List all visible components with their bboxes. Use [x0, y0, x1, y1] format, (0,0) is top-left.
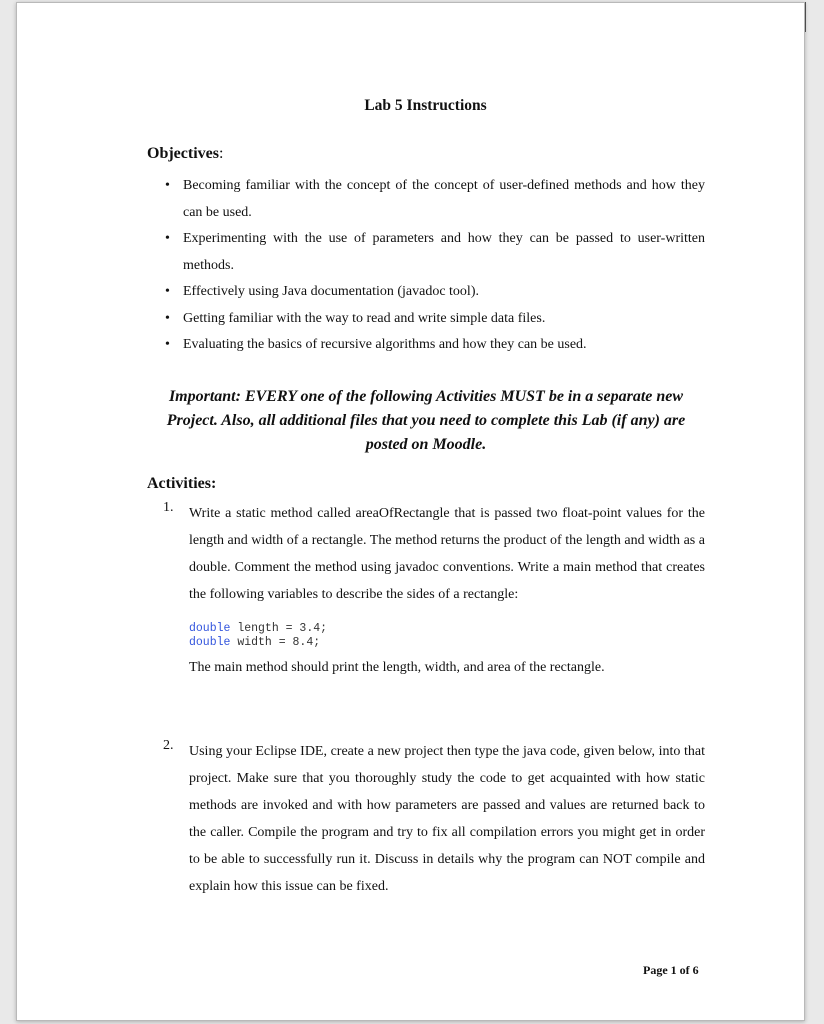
objectives-heading-text: Objectives [147, 145, 219, 162]
objective-item [164, 332, 705, 359]
objective-text: Effectively using Java documentation (javadoc tool). [183, 284, 479, 299]
code-line [189, 636, 705, 650]
code-rest: width = 8.4; [230, 636, 321, 649]
objectives-list [164, 173, 705, 359]
activity-number: 2. [163, 738, 174, 753]
page-number: Page 1 of 6 [643, 963, 699, 977]
activity-number: 1. [163, 500, 174, 515]
objective-text: Getting familiar with the way to read and write simple data files. [183, 310, 546, 326]
objective-text: Becoming familiar with the concept of the concept of user-defined methods and how they can be used. [183, 178, 705, 220]
code-line [189, 622, 705, 636]
objective-item [164, 173, 705, 226]
bullet-icon: • [165, 178, 170, 193]
code-keyword: double [189, 636, 231, 649]
objective-text: Evaluating the basics of recursive algorithms and how they can be used. [183, 337, 587, 352]
activity-item [163, 500, 705, 681]
bullet-icon: • [165, 284, 170, 299]
objective-item [164, 279, 705, 306]
code-keyword: double [189, 622, 231, 635]
objectives-heading [147, 145, 223, 163]
objective-item [164, 226, 705, 279]
document-page [16, 2, 805, 1021]
activity-text: Write a static method called areaOfRectangle that is passed two float-point values for the length and width of a rectangle. The method returns the product of the length and width as a double. Comment the method using javadoc conventions. Write a main method that creates the following variables to describe the sides of a rectangle: [189, 506, 705, 602]
activities-heading: Activities: [147, 475, 217, 492]
page-title: Lab 5 Instructions [364, 97, 487, 114]
activity-text: Using your Eclipse IDE, create a new project then type the java code, given below, into that project. Make sure that you thoroughly study the code to get acquainted with how static methods are invoked and with how parameters are passed and values are returned back to the caller. Compile the program and try to fix all compilation errors you might get in order to be able to successfully run it. Discuss in details why the program can NOT compile and explain how this issue can be fixed. [189, 744, 705, 894]
bullet-icon: • [165, 337, 170, 352]
activity-item [163, 738, 705, 900]
bullet-icon: • [165, 310, 170, 326]
viewer-edge [805, 2, 806, 32]
objectives-heading-colon: : [218, 145, 224, 162]
objective-text: Experimenting with the use of parameters and how they can be passed to user-written methods. [183, 231, 705, 273]
code-block [189, 622, 705, 650]
bullet-icon: • [165, 231, 170, 246]
important-note: Important: EVERY one of the following Activities MUST be in a separate new Project. Also, all additional files that you need to complete this Lab (if any) are posted on Moodle. [166, 388, 686, 453]
code-rest: length = 3.4; [230, 622, 328, 635]
activity-followup-text: The main method should print the length, width, and area of the rectangle. [189, 660, 605, 675]
objective-item [164, 306, 705, 333]
